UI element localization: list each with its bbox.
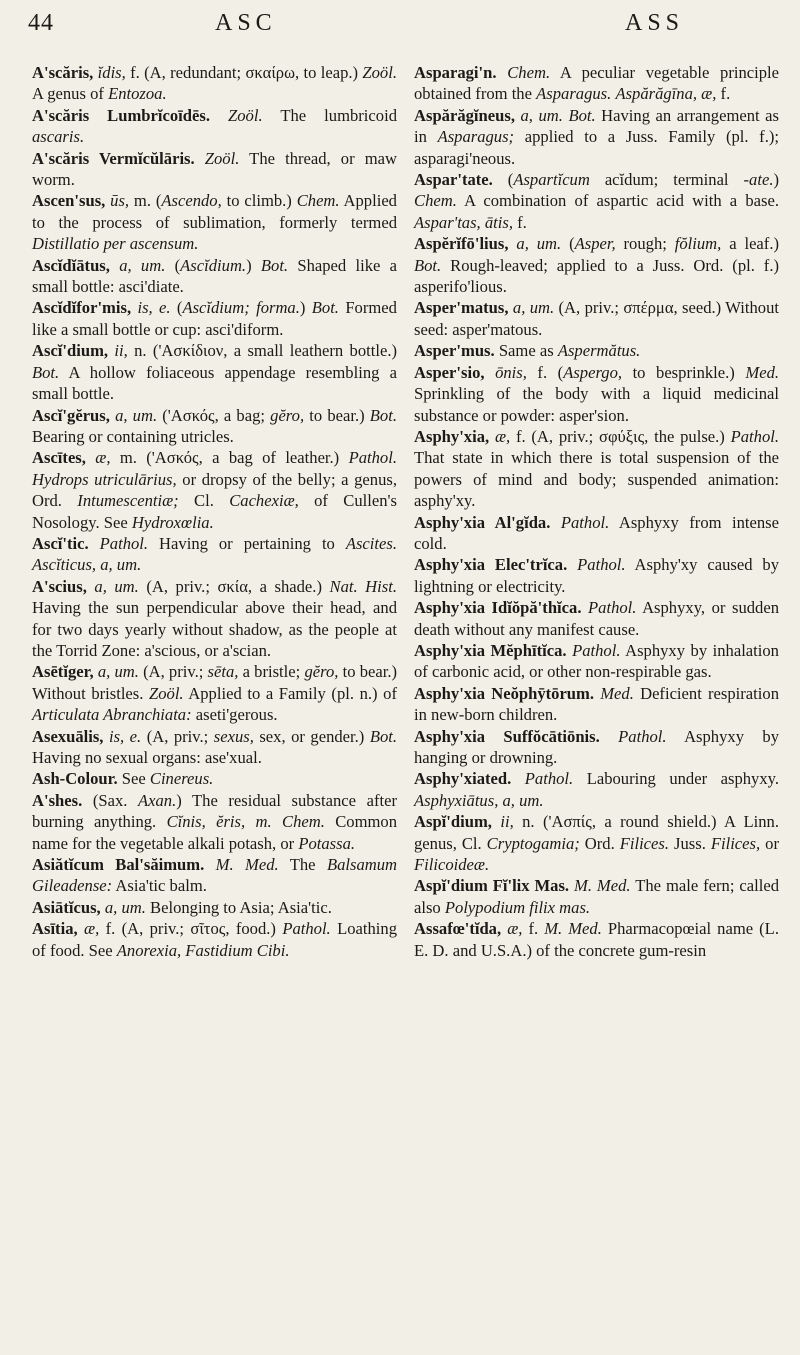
entry-text: Cinereus. <box>149 769 214 789</box>
entry-text: Ascĭdium. <box>180 255 247 275</box>
entry-text: ascaris. <box>32 127 85 147</box>
entry-headword: Ascītes, <box>32 448 86 468</box>
entry-text: Anorexia, Fastidium Cibi. <box>116 940 290 960</box>
entry-text: Common name for the vegetable alkali potash, or <box>32 812 398 853</box>
entry-text: A genus of <box>32 84 109 104</box>
entry-text: ĭdis, <box>97 63 126 82</box>
entry-text: n. ('Ασπίς, a round shield.) A Linn. genus, Cl. <box>414 812 779 853</box>
entry-text: ) The residual substance after burning anything. <box>32 790 397 832</box>
entry-text: a leaf.) <box>721 234 780 254</box>
entry-headword: Asētĭger, <box>32 662 94 682</box>
entry-text: The <box>278 855 327 875</box>
entry-text: ii, <box>500 812 514 832</box>
entry-text: (A, priv.; σκία, a shade.) <box>138 576 330 596</box>
entry-text: gĕro, <box>304 662 339 682</box>
dictionary-entry <box>414 875 779 918</box>
entry-headword: Asiătĭcum Bal'săimum. <box>32 855 205 875</box>
entry-text: f. (A, redundant; σκαίρω, to leap.) <box>125 63 363 82</box>
entry-text: Aspergo, <box>563 362 623 382</box>
entry-text: rough; <box>615 234 675 254</box>
entry-text: æ, <box>494 426 511 446</box>
entry-text: Zoöl. <box>149 683 184 703</box>
entry-headword: Aspar'tate. <box>414 170 493 190</box>
entry-text: Bot. <box>32 362 60 382</box>
entry-text: A peculiar vegetable principle obtained from the <box>414 63 780 104</box>
entry-headword: Ascen'sus, <box>32 191 106 211</box>
dictionary-entry <box>32 918 397 961</box>
entry-text: Pharmacopœial name (L. E. D. and U.S.A.) of the concrete gum-resin <box>414 919 779 960</box>
entry-text: Bot. <box>568 105 596 125</box>
entry-text: f. (A, priv.; σφύξις, the pulse.) <box>510 426 731 446</box>
entry-text: sēta, <box>207 662 239 682</box>
entry-headword: Asiātĭcus, <box>32 897 101 917</box>
entry-text: to climb.) <box>221 191 297 211</box>
entry-headword: A'scăris, <box>32 63 94 82</box>
entry-headword: Asphy'xia Mĕphītĭca. <box>414 640 567 660</box>
entry-text: of Cullen's Nosology. See <box>32 491 397 532</box>
page-header <box>0 0 800 46</box>
dictionary-entry <box>414 426 779 512</box>
entry-text: M. Med. <box>574 876 631 896</box>
dictionary-entry <box>32 576 397 662</box>
dictionary-entry <box>32 62 397 105</box>
entry-text: Pathol. <box>560 512 610 532</box>
entry-headword: Asphy'xia Idĭŏpă'thĭca. <box>414 598 582 618</box>
dictionary-entry <box>414 233 779 297</box>
entry-text: Asphyxiātus, a, um. <box>414 790 544 810</box>
dictionary-entry <box>414 918 779 961</box>
dictionary-entry <box>414 340 779 361</box>
entry-text: Cryptogamia; <box>486 833 580 853</box>
entry-text: Asphyxy by inhalation of carbonic acid, or other non-respirable gas. <box>414 640 779 682</box>
entry-headword: Asper'matus, <box>414 298 509 318</box>
entry-text: Applied to the process of sublimation, formerly termed <box>32 191 397 232</box>
entry-text: ( <box>170 298 183 318</box>
entry-text: Formed like a small bottle or cup: asci'diform. <box>32 298 397 339</box>
entry-text: Zoöl. <box>204 148 240 168</box>
entry-text: ( <box>507 170 514 190</box>
entry-text: Zoöl. <box>362 63 397 82</box>
entry-headword: A'scius, <box>32 576 87 596</box>
entry-text: Asper, <box>574 234 616 254</box>
entry-text: Bot. <box>260 255 289 275</box>
dictionary-entry <box>32 854 397 897</box>
entry-text: Ascĭticus, a, um. <box>32 555 142 575</box>
entry-text: Asparagus; <box>437 127 515 147</box>
dictionary-entry <box>414 768 779 811</box>
entry-text: Aspartĭcum <box>513 170 590 190</box>
entry-text: ōnis, <box>495 362 527 382</box>
entry-headword: Asphy'xia, <box>414 426 490 446</box>
entry-text: Entozoa. <box>108 84 167 104</box>
entry-text: Loathing of food. See <box>32 919 397 960</box>
entry-headword: Asphy'xia Al'gĭda. <box>414 512 551 532</box>
entry-text: Deficient respiration in new-born children. <box>414 683 779 725</box>
entry-text: Distillatio per ascensum. <box>32 234 199 254</box>
entry-text: The lumbricoid <box>262 105 397 125</box>
entry-text: M. Med. <box>215 855 279 875</box>
entry-headword: Asītia, <box>32 919 78 939</box>
entry-text: Pathol. <box>348 448 397 468</box>
entry-text: Ascendo, <box>161 191 222 211</box>
entry-headword: Aspĭ'dium, <box>414 812 492 832</box>
entry-headword: Aspărăgĭneus, <box>414 105 515 125</box>
entry-text: Articulata Abranchiata: <box>32 705 192 725</box>
entry-headword: Ascĭ'gĕrus, <box>32 405 110 425</box>
dictionary-entry <box>414 62 779 105</box>
entry-headword: Ascĭ'tic. <box>32 533 89 553</box>
entry-text: Filicoideæ. <box>414 855 490 875</box>
entry-text: Balsamum Gileadense: <box>32 855 397 896</box>
entry-text: is, e. <box>137 298 171 318</box>
entry-headword: Asphy'xia Neŏphȳtōrum. <box>414 683 595 703</box>
entry-text: Bot. <box>311 298 339 318</box>
entry-text: Having or pertaining to <box>148 533 346 553</box>
entry-text: Asia'tic balm. <box>112 876 207 896</box>
entry-text: ate. <box>749 170 774 190</box>
left-column <box>32 62 397 961</box>
entry-text: æ, <box>84 919 100 939</box>
entry-text: aseti'gerous. <box>191 705 278 725</box>
entry-text: Ascites. <box>345 533 397 553</box>
dictionary-entry <box>32 105 397 148</box>
entry-headword: Assafœ'tĭda, <box>414 919 502 939</box>
entry-text: Asphyxy by hanging or drowning. <box>414 726 779 767</box>
dictionary-entry <box>414 362 779 426</box>
entry-text: A combination of aspartic acid with a base. <box>456 191 779 211</box>
entry-text: Having an arrangement as in <box>414 105 779 147</box>
entry-text: Asphyxy from intense cold. <box>414 512 780 553</box>
dictionary-entry <box>32 447 397 533</box>
entry-headword: Asphy'xia Elec'trĭca. <box>414 555 568 575</box>
entry-headword: Ascĭdĭfor'mis, <box>32 298 132 318</box>
entry-text: Bot. <box>369 726 398 746</box>
entry-headword: Asparagi'n. <box>414 63 497 82</box>
entry-text: f. (A, priv.; σῖτος, food.) <box>99 919 283 939</box>
entry-text: ( <box>165 255 181 275</box>
entry-headword: Asper'mus. <box>414 341 495 361</box>
entry-text: Pathol. <box>618 726 667 746</box>
entry-text: ) <box>773 170 779 190</box>
entry-text: (Sax. <box>92 790 138 810</box>
dictionary-entry <box>32 190 397 254</box>
entry-text: is, e. <box>108 726 142 746</box>
entry-text: f. ( <box>526 362 564 382</box>
entry-text: f. <box>716 84 731 104</box>
entry-text: m. ('Ασκός, a bag of leather.) <box>110 448 349 468</box>
dictionary-entry <box>32 790 397 854</box>
entry-text: Belonging to Asia; Asia'tic. <box>145 897 332 917</box>
entry-text: a, um. <box>520 105 563 125</box>
entry-text: Having the sun perpendicular above their head, and for two days yearly without shadow, as the people at the Torrid Zone: a'scious, or a'scian. <box>32 598 397 660</box>
entry-text: Bot. <box>369 405 397 425</box>
entry-text: ( <box>561 234 575 254</box>
entry-headword: Ascĭ'dium, <box>32 341 109 361</box>
dictionary-entry <box>32 533 397 576</box>
entry-text: Chem. <box>507 63 551 82</box>
entry-headword: Asper'sio, <box>414 362 485 382</box>
left-guide-word: ASC <box>215 10 277 36</box>
dictionary-entry <box>414 169 779 233</box>
entry-text: Cl. <box>178 491 230 511</box>
entry-text: a, um. <box>115 405 158 425</box>
entry-text: or dropsy of the belly; a genus, Ord. <box>32 469 398 511</box>
entry-text: ('Ασκός, a bag; <box>157 405 271 425</box>
dictionary-entry <box>32 297 397 340</box>
dictionary-entry <box>32 340 397 404</box>
entry-text: Chem. <box>414 191 457 211</box>
entry-text: a, um. <box>97 662 139 682</box>
entry-text: Pathol. <box>730 426 780 446</box>
entry-headword: Ascĭdĭātus, <box>32 255 110 275</box>
dictionary-entry <box>414 512 779 555</box>
entry-headword: A'scăris Lumbrĭcoīdēs. <box>32 105 210 125</box>
dictionary-entry <box>414 683 779 726</box>
entry-text: a, um. <box>94 576 139 596</box>
entry-text: a, um. <box>516 234 562 254</box>
entry-text: a, um. <box>119 255 166 275</box>
entry-text: Pathol. <box>588 598 637 618</box>
entry-text: to besprinkle.) <box>622 362 746 382</box>
entry-text: f. <box>522 919 545 939</box>
entry-text: Aspermătus. <box>557 341 641 361</box>
entry-headword: A'scăris Vermĭcŭlāris. <box>32 148 195 168</box>
entry-text: A hollow foliaceous appendage resembling a small bottle. <box>32 362 397 404</box>
entry-text: Juss. <box>669 833 711 853</box>
dictionary-entry <box>414 554 779 597</box>
entry-text: Asphy'xy caused by lightning or electricity. <box>414 555 779 596</box>
entry-text: sexus, <box>213 726 254 746</box>
entry-text: Polypodium filix mas. <box>444 897 591 917</box>
entry-text: to bear.) Without bristles. <box>32 662 398 703</box>
dictionary-entry <box>414 640 779 683</box>
dictionary-entry <box>32 148 397 191</box>
entry-text: Bearing or containing utricles. <box>32 426 234 446</box>
entry-text: Applied to a Family (pl. n.) of <box>183 683 397 703</box>
entry-text: Same as <box>498 341 558 361</box>
dictionary-entry <box>414 297 779 340</box>
right-guide-word: ASS <box>625 10 685 36</box>
entry-text: Hydrops utriculārius, <box>32 469 177 489</box>
entry-text: Shaped like a small bottle: asci'diate. <box>32 255 398 297</box>
entry-text: Pathol. <box>577 555 626 575</box>
dictionary-entry <box>414 726 779 769</box>
entry-text: acĭdum; terminal - <box>589 170 750 190</box>
entry-text: Ord. <box>579 833 620 853</box>
entry-text: æ, <box>95 448 111 468</box>
entry-text: ) <box>246 255 261 275</box>
entry-text: Filices. <box>619 833 670 853</box>
dictionary-entry <box>32 897 397 918</box>
dictionary-entry <box>32 255 397 298</box>
entry-text: Hydroxœlia. <box>131 512 214 532</box>
entry-headword: A'shes. <box>32 790 83 810</box>
entry-text: Pathol. <box>572 640 621 660</box>
dictionary-entry <box>414 811 779 875</box>
entry-text: a, um. <box>104 897 146 917</box>
dictionary-entry <box>32 726 397 769</box>
entry-text: Med. <box>600 683 634 703</box>
entry-text: f. <box>512 212 527 232</box>
entry-text: ūs, <box>110 191 130 211</box>
entry-text: æ, <box>507 919 523 939</box>
entry-text: a bristle; <box>238 662 305 682</box>
entry-text: applied to a Juss. Family (pl. f.); asparagi'neous. <box>414 127 779 168</box>
dictionary-entry <box>414 597 779 640</box>
entry-text: Intumescentiæ; <box>77 491 179 511</box>
entry-text: Bot. <box>414 255 442 275</box>
entry-text: Aspar'tas, ātis, <box>414 212 513 232</box>
entry-headword: Asphy'xiated. <box>414 769 512 789</box>
entry-text: Sprinkling of the body with a liquid medicinal substance or powder: asper'sion. <box>414 384 779 425</box>
entry-text: Pathol. <box>282 919 331 939</box>
entry-text: Zoöl. <box>228 105 263 125</box>
entry-text: sex, or gender.) <box>253 726 370 746</box>
entry-headword: Asphy'xia Suffŏcātiōnis. <box>414 726 600 746</box>
entry-text: to bear.) <box>304 405 370 425</box>
entry-text: Having no sexual organs: ase'xual. <box>32 748 262 767</box>
dictionary-entry <box>32 661 397 725</box>
entry-text: Med. <box>745 362 780 382</box>
entry-text: The thread, or maw worm. <box>32 148 397 190</box>
entry-text: M. Med. <box>544 919 602 939</box>
dictionary-entry <box>32 768 397 789</box>
entry-headword: Aspĭ'dium Fĭ'lix Mas. <box>414 876 570 896</box>
entry-text: Filices, <box>710 833 761 853</box>
entry-text: gĕro, <box>270 405 305 425</box>
entry-text: (A, priv.; <box>141 726 214 746</box>
entry-text: Asphyxy, or sudden death without any manifest cause. <box>414 598 780 639</box>
entry-headword: Asexuālis, <box>32 726 104 746</box>
entry-text: ) <box>299 298 312 318</box>
entry-text: The male fern; called also <box>414 876 779 917</box>
entry-headword: Aspĕrĭfō'lius, <box>414 234 509 254</box>
entry-text: That state in which there is total suspension of the powers of mind and body; suspended animation: asphy'xy. <box>414 448 779 511</box>
entry-text: fŏlium, <box>674 234 722 254</box>
entry-text: Labouring under asphyxy. <box>573 769 779 789</box>
entry-text: m. ( <box>129 191 162 211</box>
entry-headword: Ash-Colour. <box>32 769 118 789</box>
entry-text: Axan. <box>137 790 177 810</box>
entry-text: Aspărăgīna, æ, <box>615 84 717 104</box>
entry-text: Chem. <box>296 191 340 211</box>
entry-text: Pathol. <box>524 769 574 789</box>
entry-text: (A, priv.; <box>138 662 208 682</box>
entry-text: Asparagus. <box>536 84 612 104</box>
entry-text: Cĭnis, ĕris, m. Chem. <box>166 812 325 832</box>
entry-text: Rough-leaved; applied to a Juss. Ord. (pl. f.) asperifo'lious. <box>414 255 779 297</box>
entry-text: n. ('Ασκίδιον, a small leathern bottle.) <box>127 341 397 361</box>
entry-text: a, um. <box>512 298 555 318</box>
entry-text: Ascĭdium; forma. <box>182 298 300 318</box>
dictionary-entry <box>32 405 397 448</box>
entry-text: or <box>760 833 779 853</box>
entry-text: See <box>121 769 150 789</box>
dictionary-entry <box>414 105 779 169</box>
entry-text: Pathol. <box>99 533 149 553</box>
entry-text: ii, <box>114 341 128 361</box>
entry-text: (A, priv.; σπέρμα, seed.) Without seed: asper'matous. <box>414 298 780 339</box>
page-number: 44 <box>28 10 54 36</box>
right-column <box>414 62 779 961</box>
entry-text: Nat. Hist. <box>329 576 397 596</box>
entry-text: Cachexiæ, <box>229 491 299 511</box>
entry-text: Potassa. <box>298 833 356 853</box>
